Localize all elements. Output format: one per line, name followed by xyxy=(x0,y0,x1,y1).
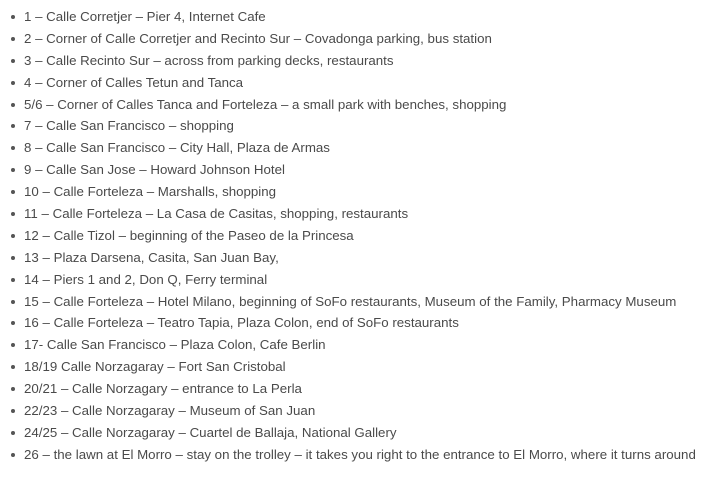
bullet-icon xyxy=(11,453,15,457)
list-item-text: 5/6 – Corner of Calles Tanca and Forteleza – a small park with benches, shopping xyxy=(24,96,507,112)
bullet-icon xyxy=(11,300,15,304)
bullet-icon xyxy=(11,234,15,238)
list-item xyxy=(0,378,718,400)
list-item-text: 17- Calle San Francisco – Plaza Colon, Cafe Berlin xyxy=(24,337,326,353)
bullet-icon xyxy=(11,409,15,413)
list-item-text: 20/21 – Calle Norzagary – entrance to La Perla xyxy=(24,381,302,397)
list-item-text: 4 – Corner of Calles Tetun and Tanca xyxy=(24,74,244,90)
list-item xyxy=(0,444,718,466)
list-item xyxy=(0,356,718,378)
list-item xyxy=(0,6,718,28)
list-item xyxy=(0,159,718,181)
list-item-text: 7 – Calle San Francisco – shopping xyxy=(24,118,234,134)
list-item xyxy=(0,225,718,247)
list-item-text: 2 – Corner of Calle Corretjer and Recinto Sur – Covadonga parking, bus station xyxy=(24,30,492,46)
list-item-text: 13 – Plaza Darsena, Casita, San Juan Bay, xyxy=(24,249,279,265)
bullet-icon xyxy=(11,168,15,172)
list-item xyxy=(0,269,718,291)
bullet-icon xyxy=(11,190,15,194)
trolley-stop-list xyxy=(0,6,718,466)
list-item-text: 12 – Calle Tizol – beginning of the Paseo de la Princesa xyxy=(24,227,354,243)
list-item-text: 15 – Calle Forteleza – Hotel Milano, beginning of SoFo restaurants, Museum of the Family, Pharmacy Museum xyxy=(24,293,677,309)
bullet-icon xyxy=(11,15,15,19)
bullet-icon xyxy=(11,431,15,435)
bullet-icon xyxy=(11,37,15,41)
list-item-text: 22/23 – Calle Norzagaray – Museum of San Juan xyxy=(24,403,316,419)
bullet-icon xyxy=(11,212,15,216)
list-item xyxy=(0,312,718,334)
list-item-text: 26 – the lawn at El Morro – stay on the trolley – it takes you right to the entrance to El Morro, where it turns around xyxy=(24,446,696,462)
list-item-text: 18/19 Calle Norzagaray – Fort San Cristobal xyxy=(24,359,286,375)
list-item-text: 10 – Calle Forteleza – Marshalls, shopping xyxy=(24,184,277,200)
list-item-text: 24/25 – Calle Norzagaray – Cuartel de Ballaja, National Gallery xyxy=(24,424,397,440)
list-item xyxy=(0,291,718,313)
bullet-icon xyxy=(11,124,15,128)
list-item xyxy=(0,137,718,159)
list-item-text: 1 – Calle Corretjer – Pier 4, Internet Cafe xyxy=(24,9,266,24)
list-item xyxy=(0,94,718,116)
list-item xyxy=(0,247,718,269)
bullet-icon xyxy=(11,321,15,325)
list-item xyxy=(0,28,718,50)
list-item-text: 14 – Piers 1 and 2, Don Q, Ferry terminal xyxy=(24,271,268,287)
list-item xyxy=(0,72,718,94)
list-item xyxy=(0,181,718,203)
list-item-text: 16 – Calle Forteleza – Teatro Tapia, Plaza Colon, end of SoFo restaurants xyxy=(24,315,459,331)
bullet-icon xyxy=(11,387,15,391)
bullet-icon xyxy=(11,256,15,260)
list-item xyxy=(0,400,718,422)
list-item-text: 11 – Calle Forteleza – La Casa de Casitas, shopping, restaurants xyxy=(24,206,409,222)
list-item xyxy=(0,422,718,444)
bullet-icon xyxy=(11,146,15,150)
list-item-text: 8 – Calle San Francisco – City Hall, Plaza de Armas xyxy=(24,140,330,156)
list-item xyxy=(0,334,718,356)
list-item xyxy=(0,115,718,137)
bullet-icon xyxy=(11,103,15,107)
bullet-icon xyxy=(11,343,15,347)
bullet-icon xyxy=(11,278,15,282)
bullet-icon xyxy=(11,81,15,85)
list-item xyxy=(0,50,718,72)
list-item xyxy=(0,203,718,225)
list-item-text: 3 – Calle Recinto Sur – across from parking decks, restaurants xyxy=(24,52,394,68)
list-item-text: 9 – Calle San Jose – Howard Johnson Hotel xyxy=(24,162,285,178)
bullet-icon xyxy=(11,59,15,63)
bullet-icon xyxy=(11,365,15,369)
